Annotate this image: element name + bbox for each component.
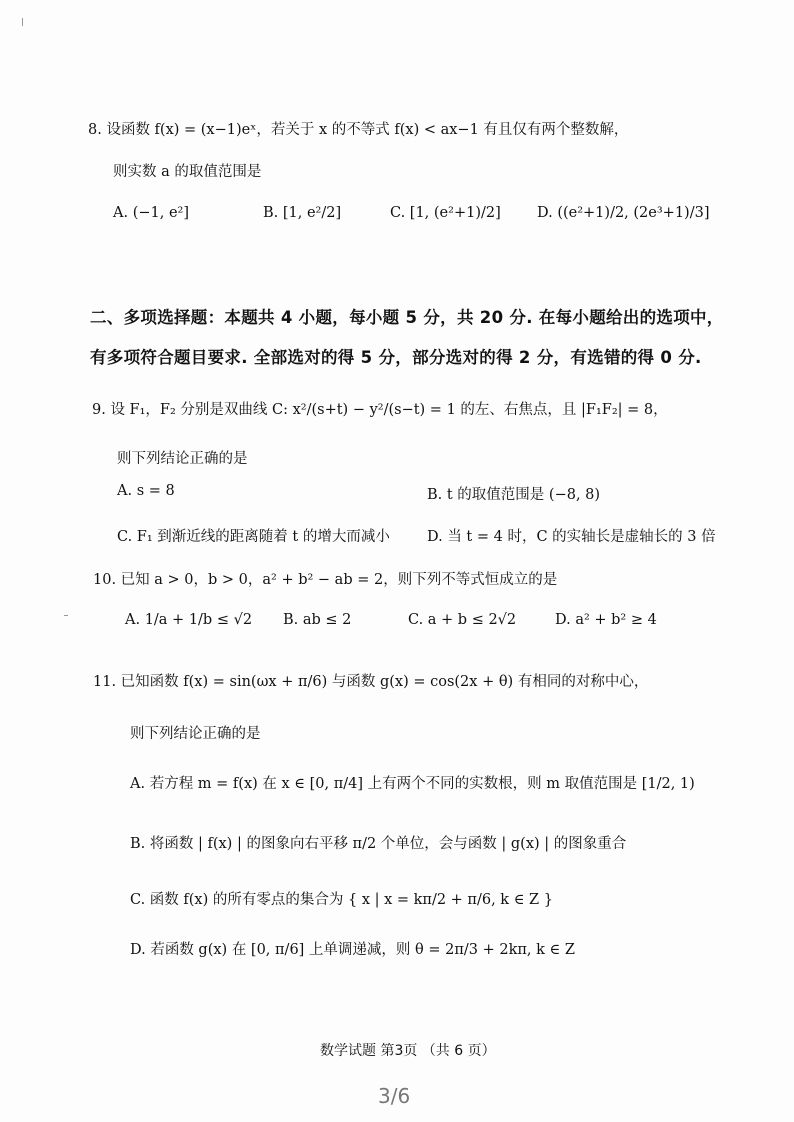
q9-option-c: C. F₁ 到渐近线的距离随着 t 的增大而减小 (117, 529, 390, 545)
q10-option-d: D. a² + b² ≥ 4 (555, 612, 657, 628)
page-indicator: 3/6 (378, 1084, 411, 1108)
q11-option-a: A. 若方程 m = f(x) 在 x ∈ [0, π/4] 上有两个不同的实数根，则 m 取值范围是 [1/2, 1) (130, 776, 695, 792)
q9-option-a: A. s = 8 (117, 483, 175, 499)
q8-stem-line2: 则实数 a 的取值范围是 (113, 164, 262, 180)
q11-option-c: C. 函数 f(x) 的所有零点的集合为 { x | x = kπ/2 + π/6, k ∈ Z } (130, 892, 553, 908)
page-footer: 数学试题 第3页 （共 6 页） (320, 1043, 496, 1059)
q8-option-a: A. (−1, e²] (113, 205, 189, 221)
q8-option-b: B. [1, e²/2] (263, 205, 342, 221)
q8-stem: 8. 设函数 f(x) = (x−1)eˣ，若关于 x 的不等式 f(x) < ax−1 有且仅有两个整数解， (88, 122, 629, 138)
scan-mark (22, 18, 23, 26)
q10-stem: 10. 已知 a > 0，b > 0，a² + b² − ab = 2，则下列不等式恒成立的是 (93, 572, 558, 588)
q11-stem: 11. 已知函数 f(x) = sin(ωx + π/6) 与函数 g(x) = cos(2x + θ) 有相同的对称中心， (93, 674, 649, 690)
q9-option-d: D. 当 t = 4 时，C 的实轴长是虚轴长的 3 倍 (427, 529, 716, 545)
q9-stem: 9. 设 F₁，F₂ 分别是双曲线 C: x²/(s+t) − y²/(s−t) = 1 的左、右焦点，且 |F₁F₂| = 8， (92, 402, 668, 418)
q8-option-d: D. ((e²+1)/2, (2e³+1)/3] (537, 205, 710, 221)
scan-mark (64, 615, 68, 616)
section2-line1: 二、多项选择题：本题共 4 小题，每小题 5 分，共 20 分. 在每小题给出的选项中， (90, 308, 724, 327)
q10-option-b: B. ab ≤ 2 (283, 612, 352, 628)
q8-option-c: C. [1, (e²+1)/2] (390, 205, 501, 221)
q10-option-c: C. a + b ≤ 2√2 (408, 612, 517, 628)
section2-line2: 有多项符合题目要求. 全部选对的得 5 分，部分选对的得 2 分，有选错的得 0 分. (90, 348, 702, 367)
q11-option-b: B. 将函数 | f(x) | 的图象向右平移 π/2 个单位，会与函数 | g(x) | 的图象重合 (130, 836, 627, 852)
q11-stem-line2: 则下列结论正确的是 (130, 726, 261, 742)
q10-option-a: A. 1/a + 1/b ≤ √2 (125, 612, 253, 628)
q9-option-b: B. t 的取值范围是 (−8, 8) (427, 487, 601, 503)
q11-option-d: D. 若函数 g(x) 在 [0, π/6] 上单调递减，则 θ = 2π/3 + 2kπ, k ∈ Z (130, 942, 575, 958)
q9-stem-line2: 则下列结论正确的是 (117, 451, 248, 467)
